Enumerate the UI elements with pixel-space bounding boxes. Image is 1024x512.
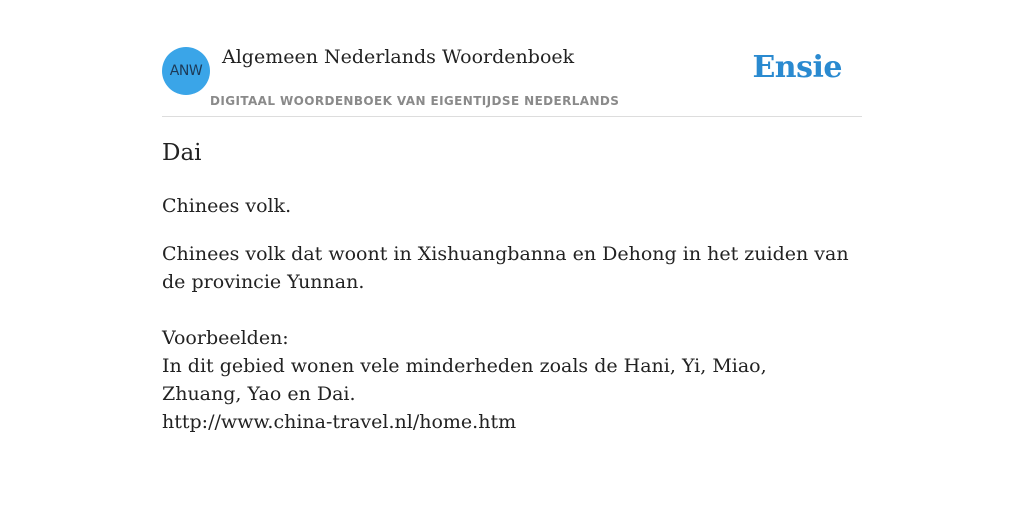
entry-word: Dai [162,140,202,166]
anw-logo[interactable] [162,47,210,95]
site-header [162,0,862,117]
site-subtitle: DIGITAAL WOORDENBOEK VAN EIGENTIJDSE NEDERLANDS [210,94,620,108]
example-source: http://www.china-travel.nl/home.htm [162,411,517,433]
example-text: In dit gebied wonen vele minderheden zoals de Hani, Yi, Miao, Zhuang, Yao en Dai. [162,355,767,405]
ensie-brand-link[interactable]: Ensie [752,50,842,85]
short-definition: Chinees volk. [162,195,292,217]
anw-logo-text: ANW [169,63,203,79]
examples-label: Voorbeelden: [162,327,289,349]
long-definition: Chinees volk dat woont in Xishuangbanna en Dehong in het zuiden van de provincie Yunnan. [162,243,849,293]
examples-section [162,324,852,436]
page-container [162,0,862,433]
site-title[interactable]: Algemeen Nederlands Woordenboek [222,46,575,68]
